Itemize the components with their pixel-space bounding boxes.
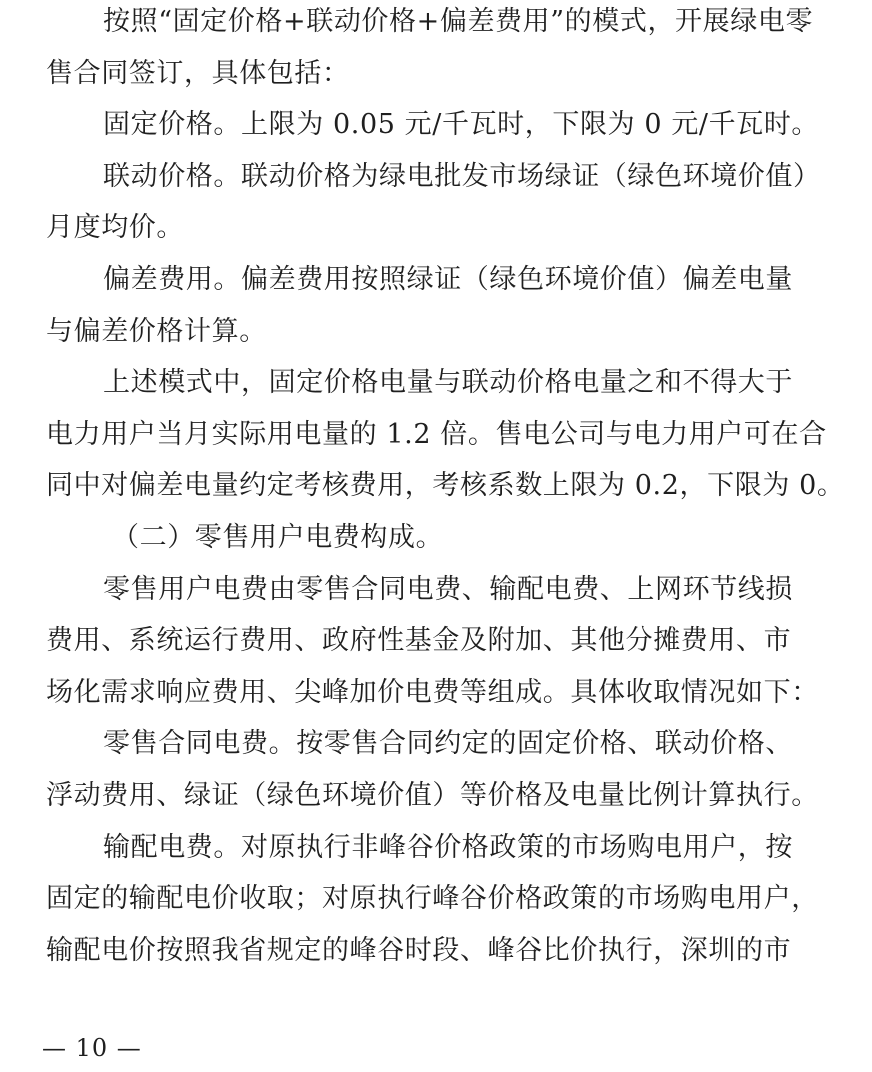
paragraph-line: 偏差费用。偏差费用按照绿证（绿色环境价值）偏差电量 [103, 263, 793, 295]
paragraph-line: 电力用户当月实际用电量的 1.2 倍。售电公司与电力用户可在合 [46, 418, 827, 450]
paragraph-line: 输配电价按照我省规定的峰谷时段、峰谷比价执行，深圳的市 [46, 934, 792, 966]
paragraph-line: 固定的输配电价收取；对原执行峰谷价格政策的市场购电用户， [46, 883, 819, 915]
paragraph-line: 输配电费。对原执行非峰谷价格政策的市场购电用户，按 [103, 831, 793, 863]
paragraph-line: 零售用户电费由零售合同电费、输配电费、上网环节线损 [103, 573, 793, 605]
paragraph-line: 上述模式中，固定价格电量与联动价格电量之和不得大于 [103, 367, 793, 399]
paragraph-line: 售合同签订，具体包括： [46, 57, 350, 89]
paragraph-line: 浮动费用、绿证（绿色环境价值）等价格及电量比例计算执行。 [46, 779, 819, 811]
paragraph-line: 联动价格。联动价格为绿电批发市场绿证（绿色环境价值） [103, 160, 821, 192]
paragraph-line: 按照“固定价格+联动价格+偏差费用”的模式，开展绿电零 [103, 6, 814, 37]
paragraph-line: 固定价格。上限为 0.05 元/千瓦时，下限为 0 元/千瓦时。 [103, 109, 820, 141]
paragraph-line: 场化需求响应费用、尖峰加价电费等组成。具体收取情况如下： [46, 676, 819, 708]
paragraph-line: 同中对偏差电量约定考核费用，考核系数上限为 0.2，下限为 0。 [46, 470, 845, 502]
paragraph-line: 与偏差价格计算。 [46, 315, 267, 347]
page-number: — 10 — [42, 1034, 142, 1062]
paragraph-line: 费用、系统运行费用、政府性基金及附加、其他分摊费用、市 [46, 625, 792, 657]
document-body [46, 0, 845, 976]
paragraph-line: 零售合同电费。按零售合同约定的固定价格、联动价格、 [103, 728, 793, 760]
section-heading: （二）零售用户电费构成。 [112, 521, 444, 553]
paragraph-line: 月度均价。 [46, 212, 184, 244]
